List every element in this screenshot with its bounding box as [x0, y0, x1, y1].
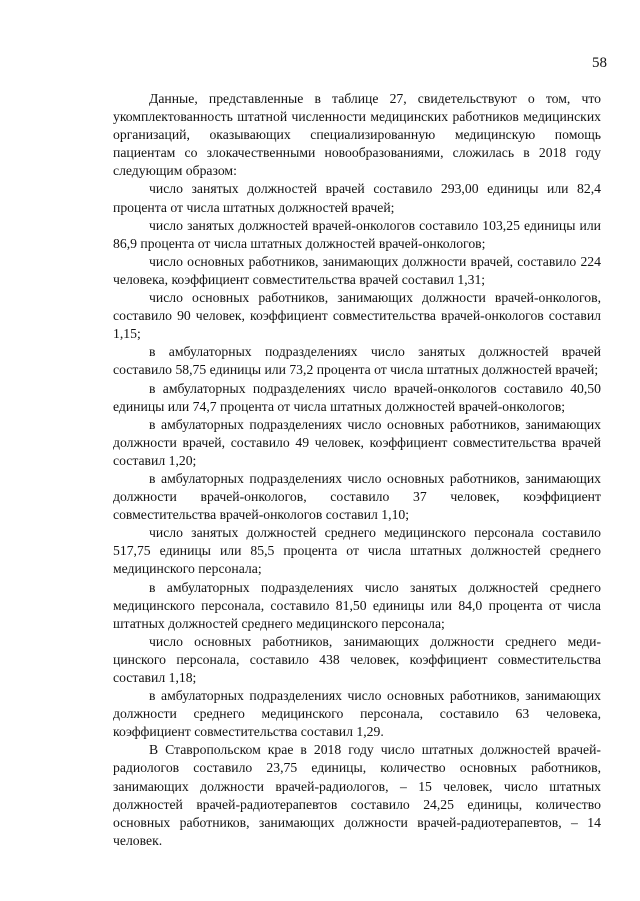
list-item-outpatient-nursing-positions: в амбулаторных подразделениях число занятых должностей среднего медицинского персонала, составило 81,50 единицы или 84,0 процента от числа штатных должностей среднего медицинского персонала; — [113, 579, 601, 631]
page-number: 58 — [592, 55, 607, 71]
list-item-outpatient-doctors-positions: в амбулаторных подразделениях число занятых должностей врачей составило 58,75 единицы или 73,2 процента от числа штатных должностей врачей; — [113, 344, 601, 378]
document-body — [113, 90, 601, 850]
intro-paragraph: Данные, представленные в таблице 27, свидетельствуют о том, что укомплектованность штатной численности медицинских работников медицинских организаций, оказывающих специализированную медицинскую помощь пациентам со злокачественными новообразованиями, сложилась в 2018 году следующим образом: — [113, 91, 601, 179]
list-item-doctors-staff: число основных работников, занимающих должности врачей, составило 224 человека, коэффициент совместительства врачей составил 1,31; — [113, 253, 601, 287]
list-item-oncologists-positions: число занятых должностей врачей-онкологов составило 103,25 единицы или 86,9 процента от числа штатных должностей врачей-онкологов; — [113, 217, 601, 251]
list-item-nursing-staff: число основных работников, занимающих должности среднего медицинского персонала, составило 438 человек, коэффициент совместительства составил 1,18; — [113, 633, 601, 685]
list-item-doctors-positions: число занятых должностей врачей составило 293,00 единицы или 82,4 процента от числа штатных должностей врачей; — [113, 181, 601, 215]
radiology-paragraph: В Ставропольском крае в 2018 году число штатных должностей врачей-радиологов составило 23,75 единицы, количество основных работников, занимающих должности врачей-радиологов, – 15 человек, число штатных должностей врачей-радиотерапевтов составило 24,25 единицы, количество основных работников, занимающих должности врачей-радиотерапевтов, – 14 человек. — [113, 742, 601, 848]
list-item-nursing-positions: число занятых должностей среднего медицинского персонала составило 517,75 единицы или 85,5 процента от числа штатных должностей среднего медицинского персонала; — [113, 525, 601, 577]
list-item-outpatient-nursing-staff: в амбулаторных подразделениях число основных работников, занимающих должности среднего медицинского персонала, составило 63 человека, коэффициент совместительства составил 1,29. — [113, 688, 601, 740]
list-item-outpatient-doctors-staff: в амбулаторных подразделениях число основных работников, занимающих должности врачей, составило 49 человек, коэффициент совместительства врачей составил 1,20; — [113, 416, 601, 468]
list-item-oncologists-staff: число основных работников, занимающих должности врачей-онкологов, составило 90 человек, коэффициент совместительства врачей-онкологов составил 1,15; — [113, 290, 601, 342]
list-item-outpatient-oncologists-staff: в амбулаторных подразделениях число основных работников, занимающих должности врачей-онкологов, составило 37 человек, коэффициент совместительства врачей-онкологов составил 1,10; — [113, 470, 601, 523]
list-item-outpatient-oncologists: в амбулаторных подразделениях число врачей-онкологов составило 40,50 единицы или 74,7 процента от числа штатных должностей врачей-онкологов; — [113, 380, 601, 414]
